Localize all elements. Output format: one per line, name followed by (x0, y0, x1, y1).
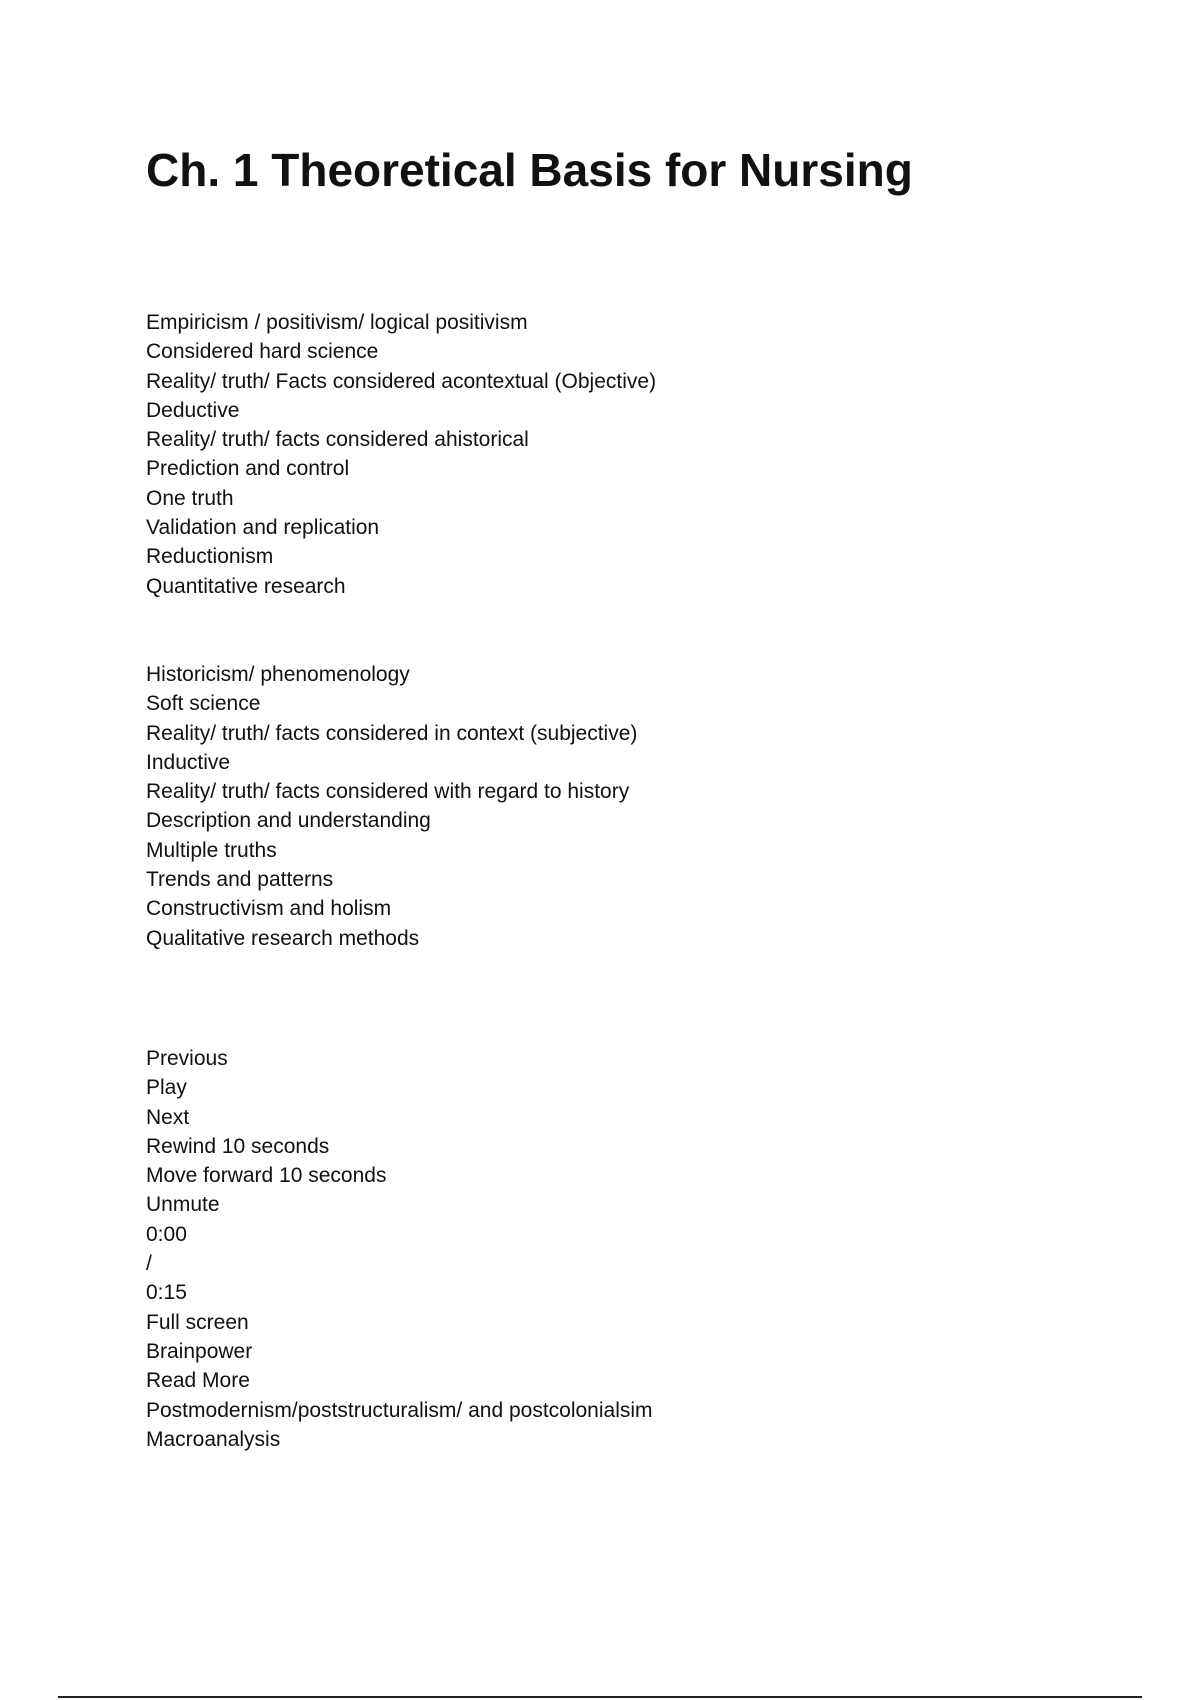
list-item: Considered hard science (146, 340, 379, 364)
list-item: Constructivism and holism (146, 897, 392, 921)
previous-button[interactable]: Previous (146, 1047, 228, 1070)
rewind-button[interactable]: Rewind 10 seconds (146, 1134, 330, 1158)
list-item: Trends and patterns (146, 868, 334, 892)
historicism-list (146, 660, 637, 953)
list-item: Reality/ truth/ facts considered with regard to history (146, 780, 630, 804)
list-item: Quantitative research (146, 574, 346, 598)
list-item: Postmodernism/poststructuralism/ and postcolonialsim (146, 1398, 653, 1422)
list-item: Historicism/ phenomenology (146, 663, 410, 686)
list-item: One truth (146, 486, 234, 510)
list-item: Reductionism (146, 545, 274, 569)
media-player-text (146, 1044, 653, 1454)
time-separator: / (146, 1252, 152, 1276)
next-button[interactable]: Next (146, 1105, 190, 1129)
unmute-button[interactable]: Unmute (146, 1193, 220, 1217)
list-item: Deductive (146, 398, 240, 422)
list-item: Multiple truths (146, 838, 277, 862)
list-item: Qualitative research methods (146, 926, 420, 950)
list-item: Reality/ truth/ facts considered ahistorical (146, 428, 529, 452)
empiricism-list (146, 308, 656, 601)
list-item: Inductive (146, 750, 231, 774)
list-item: Empiricism / positivism/ logical positivism (146, 311, 528, 334)
duration: 0:15 (146, 1281, 187, 1305)
fullscreen-button[interactable]: Full screen (146, 1310, 249, 1334)
list-item: Description and understanding (146, 809, 431, 833)
brand-label: Brainpower (146, 1339, 253, 1363)
list-item: Reality/ truth/ Facts considered acontextual (Objective) (146, 369, 657, 393)
page-title: Ch. 1 Theoretical Basis for Nursing (146, 144, 913, 196)
list-item: Soft science (146, 692, 261, 716)
forward-button[interactable]: Move forward 10 seconds (146, 1164, 387, 1188)
read-more-link[interactable]: Read More (146, 1369, 250, 1393)
current-time: 0:00 (146, 1222, 187, 1246)
list-item: Reality/ truth/ facts considered in context (subjective) (146, 721, 638, 745)
page-divider (58, 1696, 1142, 1698)
list-item: Macroanalysis (146, 1427, 281, 1451)
list-item: Prediction and control (146, 457, 350, 481)
play-button[interactable]: Play (146, 1076, 187, 1100)
list-item: Validation and replication (146, 516, 380, 540)
